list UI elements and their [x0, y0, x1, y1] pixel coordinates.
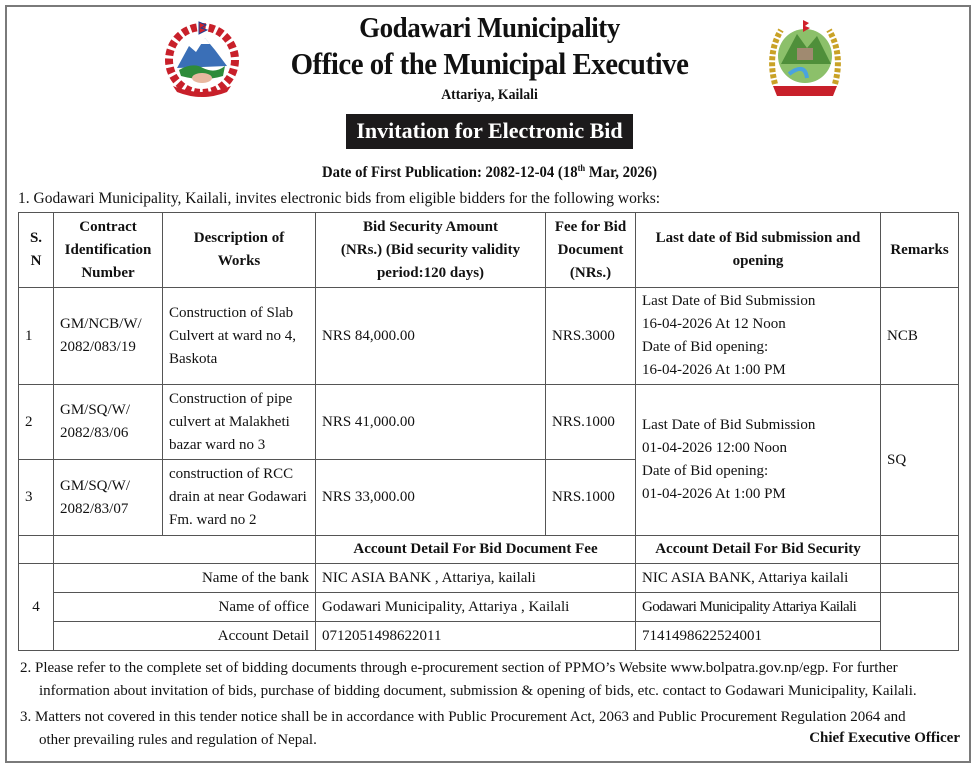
- security-account-value: Godawari Municipality Attariya Kailali: [636, 593, 881, 622]
- row-last-date-shared: Last Date of Bid Submission 01-04-2026 12:00 Noon Date of Bid opening: 01-04-2026 At 1:00 PM: [636, 385, 881, 536]
- row-contract-id: GM/SQ/W/ 2082/83/06: [54, 385, 163, 460]
- row-sn: 2: [19, 385, 54, 460]
- row-contract-id: GM/SQ/W/ 2082/83/07: [54, 460, 163, 536]
- signature: Chief Executive Officer: [809, 730, 960, 746]
- row-sn: 1: [19, 288, 54, 385]
- security-account-value: NIC ASIA BANK, Attariya kailali: [636, 564, 881, 593]
- empty-cell: [881, 536, 959, 564]
- header-fee: Fee for Bid Document (NRs.): [546, 213, 636, 288]
- header-contract-id: Contract Identification Number: [54, 213, 163, 288]
- empty-cell: [19, 536, 54, 564]
- row-sn: 4: [19, 564, 54, 651]
- table-row: [19, 288, 959, 385]
- row-remarks-shared: SQ: [881, 385, 959, 536]
- row-description: Construction of pipe culvert at Malakheti bazar ward no 3: [163, 385, 316, 460]
- account-label: Name of office: [54, 593, 316, 622]
- header-last-date: Last date of Bid submission and opening: [636, 213, 881, 288]
- empty-cell: [881, 593, 959, 651]
- row-fee: NRS.3000: [546, 288, 636, 385]
- account-row: [19, 622, 959, 651]
- row-sn: 3: [19, 460, 54, 536]
- row-fee: NRS.1000: [546, 385, 636, 460]
- note-2: 2. Please refer to the complete set of bidding documents through e-procurement section of PPMO’s Website www.bolpatra.gov.np/egp. For further information about invitation of bids, purchase of bidding document, submission & opening of bids, etc. contact to Godawari Municipality, Kailali.: [20, 660, 917, 699]
- row-bid-security: NRS 33,000.00: [316, 460, 546, 536]
- office-location: Attariya, Kailali: [441, 87, 538, 103]
- office-name: Office of the Municipal Executive: [290, 46, 689, 81]
- municipality-name: Godawari Municipality: [359, 12, 620, 44]
- header-bid-security: Bid Security Amount (NRs.) (Bid security validity period:120 days): [316, 213, 546, 288]
- header-sn: S. N: [19, 213, 54, 288]
- note-3: 3. Matters not covered in this tender notice shall be in accordance with Public Procurement Act, 2063 and Public Procurement Regulation 2064 and other prevailing rules and regulation of Nepal.: [20, 709, 906, 748]
- row-bid-security: NRS 41,000.00: [316, 385, 546, 460]
- account-label: Name of the bank: [54, 564, 316, 593]
- account-label: Account Detail: [54, 622, 316, 651]
- empty-cell: [881, 564, 959, 593]
- publication-date: Date of First Publication: 2082-12-04 (18th Mar, 2026): [321, 163, 658, 182]
- fee-account-value: 0712051498622011: [316, 622, 636, 651]
- fee-account-header: Account Detail For Bid Document Fee: [316, 536, 636, 564]
- row-description: Construction of Slab Culvert at ward no 4, Baskota: [163, 288, 316, 385]
- row-description: construction of RCC drain at near Godawari Fm. ward no 2: [163, 460, 316, 536]
- security-account-value: 7141498622524001: [636, 622, 881, 651]
- row-fee: NRS.1000: [546, 460, 636, 536]
- header-description: Description of Works: [163, 213, 316, 288]
- empty-cell: [54, 536, 316, 564]
- notice-title-banner: Invitation for Electronic Bid: [346, 114, 632, 149]
- account-row: [19, 593, 959, 622]
- row-bid-security: NRS 84,000.00: [316, 288, 546, 385]
- row-remarks: NCB: [881, 288, 959, 385]
- table-header-row: [19, 213, 959, 288]
- security-account-header: Account Detail For Bid Security: [636, 536, 881, 564]
- row-last-date: Last Date of Bid Submission 16-04-2026 At 12 Noon Date of Bid opening: 16-04-2026 At 1:00 PM: [636, 288, 881, 385]
- intro-paragraph: 1. Godawari Municipality, Kailali, invites electronic bids from eligible bidders for the following works:: [18, 190, 661, 207]
- fee-account-value: Godawari Municipality, Attariya , Kailali: [316, 593, 636, 622]
- account-row: [19, 564, 959, 593]
- bids-table: [18, 212, 959, 651]
- header-remarks: Remarks: [881, 213, 959, 288]
- fee-account-value: NIC ASIA BANK , Attariya, kailali: [316, 564, 636, 593]
- table-row: [19, 385, 959, 460]
- row-contract-id: GM/NCB/W/ 2082/083/19: [54, 288, 163, 385]
- accounts-header-row: [19, 536, 959, 564]
